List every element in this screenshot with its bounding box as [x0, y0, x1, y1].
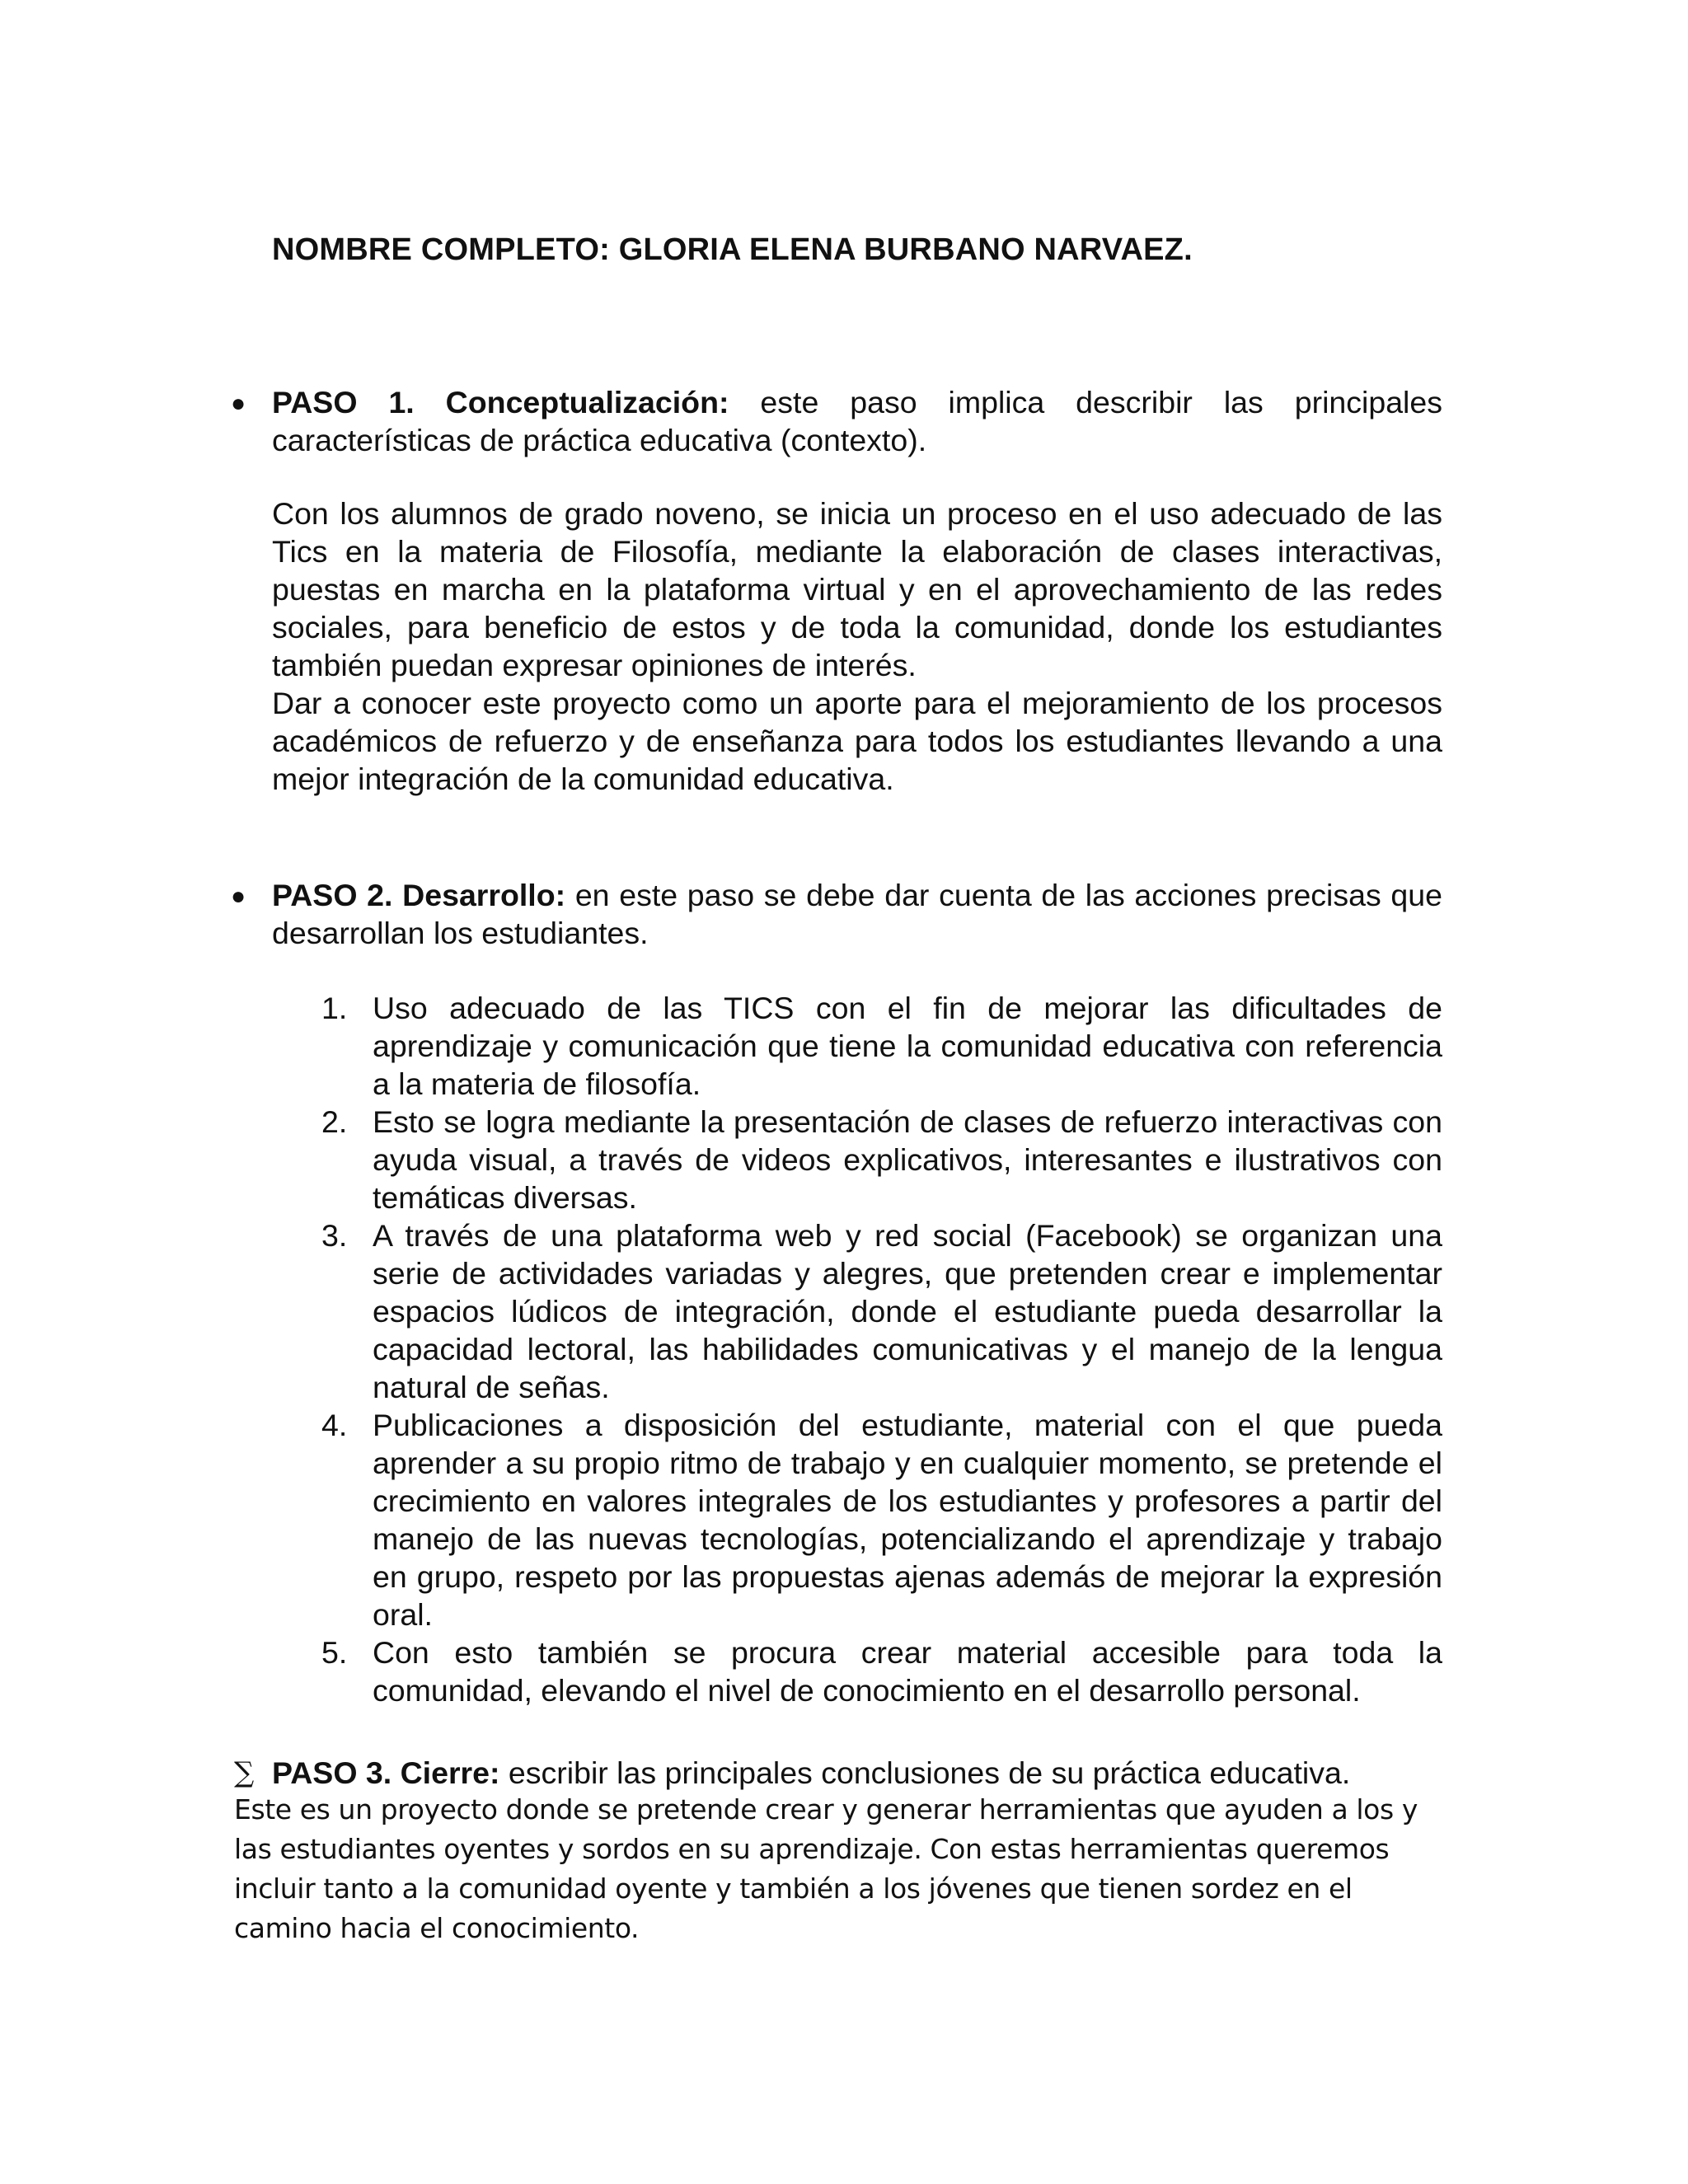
bullet-icon: ● [231, 883, 246, 910]
step-1-paragraph-2: Dar a conocer este proyecto como un aporte para el mejoramiento de los procesos académicos de refuerzo y de enseñanza para todos los estudiantes llevando a una mejor integración de la comunidad educativa. [272, 686, 1442, 796]
step-1-paragraph-1: Con los alumnos de grado noveno, se inicia un proceso en el uso adecuado de las Tics en la materia de Filosofía, mediante la elaboración de clases interactivas, puestas en marcha en la plataforma virtual y en el aprovechamiento de las redes sociales, para beneficio de estos y de toda la comunidad, donde los estudiantes también puedan expresar opiniones de interés. [272, 496, 1442, 682]
list-item-text: A través de una plataforma web y red social (Facebook) se organizan una serie de actividades variadas y alegres, que pretenden crear e implementar espacios lúdicos de integración, donde el estudiante pueda desarrollar la capacidad lectoral, las habilidades comunicativas y el manejo de la lengua natural de señas. [373, 1218, 1442, 1404]
step-1-description: este paso implica describir las principales características de práctica educativa (contexto). [272, 385, 1442, 457]
list-item-text: Con esto también se procura crear material accesible para toda la comunidad, elevando el nivel de conocimiento en el desarrollo personal. [373, 1635, 1442, 1708]
list-item-number: 4. [321, 1408, 348, 1442]
step-2-description: en este paso se debe dar cuenta de las acciones precisas que desarrollan los estudiantes. [272, 878, 1443, 950]
list-item-number: 5. [321, 1635, 348, 1670]
list-item-text: Publicaciones a disposición del estudiante, material con el que pueda aprender a su propio ritmo de trabajo y en cualquier momento, se pretende el crecimiento en valores integrales de los estudiantes y profesores a partir del manejo de las nuevas tecnologías, potencializando el aprendizaje y trabajo en grupo, respeto por las propuestas ajenas además de mejorar la expresión oral. [373, 1408, 1442, 1632]
list-item-text: Uso adecuado de las TICS con el fin de mejorar las dificultades de aprendizaje y comunicación que tiene la comunidad educativa con referencia a la materia de filosofía. [373, 991, 1442, 1101]
step-2-actions-list [321, 989, 1442, 1709]
conclusion-line: las estudiantes oyentes y sordos en su aprendizaje. Con estas herramientas queremos [234, 1833, 1390, 1865]
conclusion-line: camino hacia el conocimiento. [234, 1912, 640, 1944]
step-2-heading [272, 876, 1442, 952]
conclusion-line: Este es un proyecto donde se pretende crear y generar herramientas que ayuden a los y [234, 1793, 1418, 1825]
step-1-heading [272, 383, 1442, 459]
list-item-text: Esto se logra mediante la presentación de clases de refuerzo interactivas con ayuda visual, a través de videos explicativos, interesantes e ilustrativos con temáticas diversas. [373, 1104, 1442, 1215]
list-item-number: 3. [321, 1218, 348, 1253]
sigma-icon: ∑ [234, 1756, 255, 1789]
list-item [321, 1103, 1442, 1216]
list-item-number: 2. [321, 1104, 348, 1139]
conclusion-line: incluir tanto a la comunidad oyente y también a los jóvenes que tienen sordez en el [234, 1872, 1353, 1905]
step-3-heading [272, 1754, 1442, 1792]
step-3-description: escribir las principales conclusiones de su práctica educativa. [499, 1755, 1351, 1790]
bullet-icon: ● [231, 390, 246, 417]
list-item [321, 989, 1442, 1103]
page-title: NOMBRE COMPLETO: GLORIA ELENA BURBANO NARVAEZ. [272, 232, 1193, 267]
list-item [321, 1406, 1442, 1633]
step-3-label: PASO 3. Cierre: [272, 1755, 500, 1790]
step-3-conclusion [234, 1790, 1454, 1948]
list-item-number: 1. [321, 991, 348, 1025]
step-2-label: PASO 2. Desarrollo: [272, 878, 566, 912]
step-1-body [272, 494, 1442, 798]
list-item [321, 1216, 1442, 1406]
step-1-label: PASO 1. Conceptualización: [272, 385, 729, 419]
list-item [321, 1633, 1442, 1709]
